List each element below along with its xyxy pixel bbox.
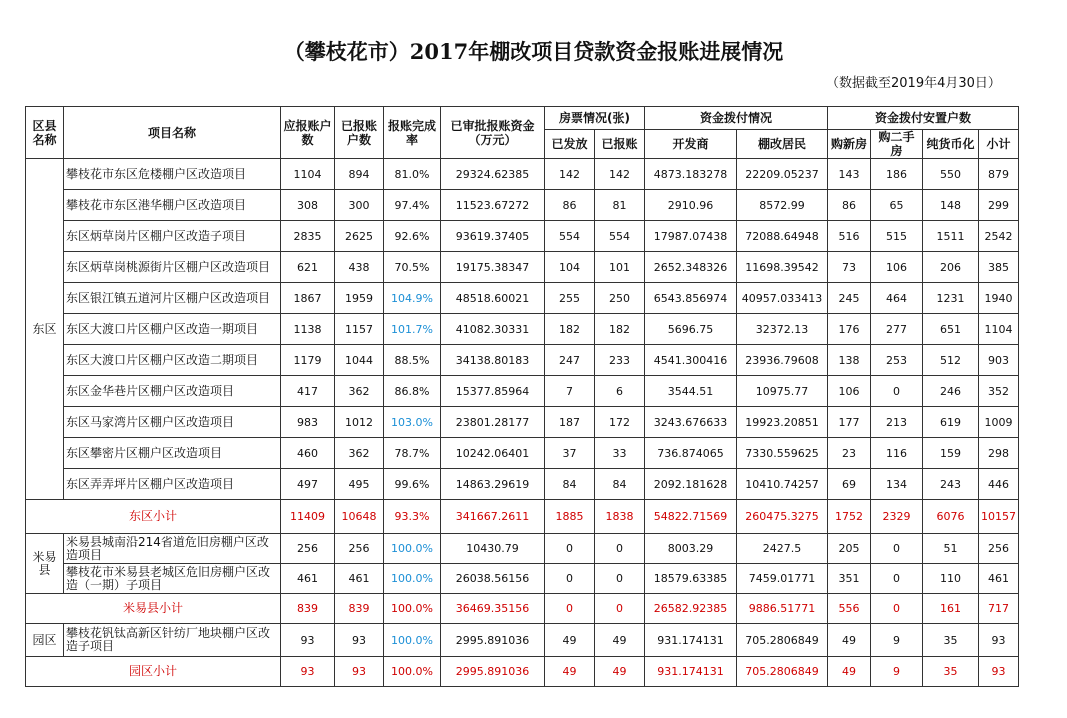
household-subtotal: 461 — [979, 564, 1019, 594]
household-subtotal: 256 — [979, 534, 1019, 564]
subtotal-label: 东区小计 — [26, 500, 281, 534]
due-count: 1104 — [281, 159, 335, 190]
resident-funds: 705.2806849 — [737, 657, 828, 687]
household-subtotal: 385 — [979, 252, 1019, 283]
tickets-reimbursed: 81 — [595, 190, 645, 221]
second-hand-count: 9 — [871, 657, 923, 687]
household-subtotal: 352 — [979, 376, 1019, 407]
household-subtotal: 10157 — [979, 500, 1019, 534]
resident-funds: 7459.01771 — [737, 564, 828, 594]
tickets-reimbursed: 0 — [595, 564, 645, 594]
completion-rate: 88.5% — [384, 345, 441, 376]
household-subtotal: 93 — [979, 657, 1019, 687]
header-tickets: 房票情况(张) — [545, 107, 645, 130]
completion-rate: 92.6% — [384, 221, 441, 252]
tickets-issued: 1885 — [545, 500, 595, 534]
done-count: 300 — [335, 190, 384, 221]
approved-funds: 26038.56156 — [441, 564, 545, 594]
new-house-count: 23 — [828, 438, 871, 469]
done-count: 93 — [335, 657, 384, 687]
table-row — [26, 283, 1019, 314]
household-subtotal: 446 — [979, 469, 1019, 500]
completion-rate: 78.7% — [384, 438, 441, 469]
monetized-count: 148 — [923, 190, 979, 221]
resident-funds: 22209.05237 — [737, 159, 828, 190]
second-hand-count: 515 — [871, 221, 923, 252]
new-house-count: 245 — [828, 283, 871, 314]
project-name: 攀枝花钒钛高新区针纺厂地块棚户区改造子项目 — [64, 624, 281, 657]
project-name: 东区金华巷片区棚户区改造项目 — [64, 376, 281, 407]
header-region: 区县名称 — [26, 107, 64, 159]
developer-funds: 2652.348326 — [645, 252, 737, 283]
second-hand-count: 277 — [871, 314, 923, 345]
approved-funds: 29324.62385 — [441, 159, 545, 190]
done-count: 1044 — [335, 345, 384, 376]
household-subtotal: 1104 — [979, 314, 1019, 345]
done-count: 362 — [335, 376, 384, 407]
new-house-count: 143 — [828, 159, 871, 190]
done-count: 93 — [335, 624, 384, 657]
table-row — [26, 376, 1019, 407]
tickets-issued: 49 — [545, 624, 595, 657]
done-count: 362 — [335, 438, 384, 469]
resident-funds: 7330.559625 — [737, 438, 828, 469]
tickets-issued: 49 — [545, 657, 595, 687]
tickets-reimbursed: 84 — [595, 469, 645, 500]
header-subtotal: 小计 — [979, 130, 1019, 159]
resident-funds: 260475.3275 — [737, 500, 828, 534]
second-hand-count: 253 — [871, 345, 923, 376]
table-row — [26, 564, 1019, 594]
tickets-reimbursed: 49 — [595, 657, 645, 687]
new-house-count: 176 — [828, 314, 871, 345]
table-row — [26, 407, 1019, 438]
tickets-issued: 37 — [545, 438, 595, 469]
tickets-reimbursed: 1838 — [595, 500, 645, 534]
due-count: 497 — [281, 469, 335, 500]
second-hand-count: 0 — [871, 594, 923, 624]
tickets-reimbursed: 0 — [595, 534, 645, 564]
done-count: 438 — [335, 252, 384, 283]
developer-funds: 931.174131 — [645, 657, 737, 687]
resident-funds: 72088.64948 — [737, 221, 828, 252]
new-house-count: 177 — [828, 407, 871, 438]
monetized-count: 512 — [923, 345, 979, 376]
project-name: 东区弄弄坪片区棚户区改造项目 — [64, 469, 281, 500]
tickets-reimbursed: 250 — [595, 283, 645, 314]
due-count: 308 — [281, 190, 335, 221]
second-hand-count: 464 — [871, 283, 923, 314]
header-project: 项目名称 — [64, 107, 281, 159]
approved-funds: 36469.35156 — [441, 594, 545, 624]
completion-rate: 100.0% — [384, 534, 441, 564]
completion-rate: 97.4% — [384, 190, 441, 221]
second-hand-count: 116 — [871, 438, 923, 469]
new-house-count: 49 — [828, 624, 871, 657]
header-issued: 已发放 — [545, 130, 595, 159]
developer-funds: 736.874065 — [645, 438, 737, 469]
new-house-count: 351 — [828, 564, 871, 594]
due-count: 983 — [281, 407, 335, 438]
resident-funds: 32372.13 — [737, 314, 828, 345]
monetized-count: 51 — [923, 534, 979, 564]
due-count: 1867 — [281, 283, 335, 314]
table-row — [26, 221, 1019, 252]
developer-funds: 54822.71569 — [645, 500, 737, 534]
region-cell: 东区 — [26, 159, 64, 500]
table-row — [26, 252, 1019, 283]
resident-funds: 705.2806849 — [737, 624, 828, 657]
page-title: （攀枝花市）2017年棚改项目贷款资金报账进展情况 — [283, 39, 784, 64]
header-households: 资金拨付安置户数 — [828, 107, 1019, 130]
new-house-count: 556 — [828, 594, 871, 624]
resident-funds: 2427.5 — [737, 534, 828, 564]
done-count: 10648 — [335, 500, 384, 534]
tickets-issued: 247 — [545, 345, 595, 376]
completion-rate: 100.0% — [384, 564, 441, 594]
project-name: 米易县城南沿214省道危旧房棚户区改造项目 — [64, 534, 281, 564]
done-count: 495 — [335, 469, 384, 500]
second-hand-count: 0 — [871, 534, 923, 564]
table-row — [26, 438, 1019, 469]
header-due: 应报账户数 — [281, 107, 335, 159]
developer-funds: 3243.676633 — [645, 407, 737, 438]
second-hand-count: 9 — [871, 624, 923, 657]
approved-funds: 34138.80183 — [441, 345, 545, 376]
monetized-count: 243 — [923, 469, 979, 500]
new-house-count: 516 — [828, 221, 871, 252]
new-house-count: 73 — [828, 252, 871, 283]
developer-funds: 5696.75 — [645, 314, 737, 345]
tickets-issued: 187 — [545, 407, 595, 438]
monetized-count: 246 — [923, 376, 979, 407]
tickets-issued: 0 — [545, 564, 595, 594]
tickets-issued: 84 — [545, 469, 595, 500]
project-name: 东区马家湾片区棚户区改造项目 — [64, 407, 281, 438]
completion-rate: 70.5% — [384, 252, 441, 283]
second-hand-count: 106 — [871, 252, 923, 283]
monetized-count: 159 — [923, 438, 979, 469]
monetized-count: 550 — [923, 159, 979, 190]
due-count: 93 — [281, 624, 335, 657]
report-table — [25, 106, 1019, 687]
header-reimbursed: 已报账 — [595, 130, 645, 159]
developer-funds: 4873.183278 — [645, 159, 737, 190]
second-hand-count: 2329 — [871, 500, 923, 534]
done-count: 839 — [335, 594, 384, 624]
monetized-count: 35 — [923, 657, 979, 687]
household-subtotal: 299 — [979, 190, 1019, 221]
data-as-of-date: （数据截至2019年4月30日） — [826, 76, 1001, 91]
second-hand-count: 186 — [871, 159, 923, 190]
resident-funds: 10975.77 — [737, 376, 828, 407]
table-row — [26, 624, 1019, 657]
header-new-house: 购新房 — [828, 130, 871, 159]
table-row — [26, 534, 1019, 564]
due-count: 839 — [281, 594, 335, 624]
resident-funds: 10410.74257 — [737, 469, 828, 500]
tickets-reimbursed: 142 — [595, 159, 645, 190]
subtotal-row — [26, 500, 1019, 534]
header-second-hand: 购二手房 — [871, 130, 923, 159]
completion-rate: 104.9% — [384, 283, 441, 314]
tickets-issued: 554 — [545, 221, 595, 252]
approved-funds: 10242.06401 — [441, 438, 545, 469]
approved-funds: 2995.891036 — [441, 657, 545, 687]
header-rate: 报账完成率 — [384, 107, 441, 159]
second-hand-count: 134 — [871, 469, 923, 500]
tickets-issued: 104 — [545, 252, 595, 283]
table-row — [26, 469, 1019, 500]
due-count: 11409 — [281, 500, 335, 534]
due-count: 460 — [281, 438, 335, 469]
done-count: 894 — [335, 159, 384, 190]
new-house-count: 1752 — [828, 500, 871, 534]
monetized-count: 651 — [923, 314, 979, 345]
project-name: 攀枝花市米易县老城区危旧房棚户区改造（一期）子项目 — [64, 564, 281, 594]
tickets-reimbursed: 49 — [595, 624, 645, 657]
tickets-issued: 182 — [545, 314, 595, 345]
done-count: 461 — [335, 564, 384, 594]
household-subtotal: 93 — [979, 624, 1019, 657]
tickets-issued: 86 — [545, 190, 595, 221]
household-subtotal: 717 — [979, 594, 1019, 624]
done-count: 256 — [335, 534, 384, 564]
due-count: 1179 — [281, 345, 335, 376]
approved-funds: 15377.85964 — [441, 376, 545, 407]
completion-rate: 100.0% — [384, 657, 441, 687]
due-count: 2835 — [281, 221, 335, 252]
project-name: 东区炳草岗片区棚户区改造子项目 — [64, 221, 281, 252]
subtotal-row — [26, 657, 1019, 687]
done-count: 1959 — [335, 283, 384, 314]
completion-rate: 101.7% — [384, 314, 441, 345]
monetized-count: 1511 — [923, 221, 979, 252]
new-house-count: 205 — [828, 534, 871, 564]
monetized-count: 110 — [923, 564, 979, 594]
approved-funds: 2995.891036 — [441, 624, 545, 657]
table-row — [26, 345, 1019, 376]
table-row — [26, 314, 1019, 345]
tickets-issued: 142 — [545, 159, 595, 190]
due-count: 93 — [281, 657, 335, 687]
project-name: 东区大渡口片区棚户区改造二期项目 — [64, 345, 281, 376]
developer-funds: 26582.92385 — [645, 594, 737, 624]
monetized-count: 619 — [923, 407, 979, 438]
header-residents: 棚改居民 — [737, 130, 828, 159]
resident-funds: 9886.51771 — [737, 594, 828, 624]
tickets-reimbursed: 101 — [595, 252, 645, 283]
new-house-count: 138 — [828, 345, 871, 376]
tickets-issued: 7 — [545, 376, 595, 407]
household-subtotal: 903 — [979, 345, 1019, 376]
developer-funds: 3544.51 — [645, 376, 737, 407]
project-name: 东区大渡口片区棚户区改造一期项目 — [64, 314, 281, 345]
tickets-issued: 0 — [545, 594, 595, 624]
second-hand-count: 65 — [871, 190, 923, 221]
tickets-reimbursed: 233 — [595, 345, 645, 376]
resident-funds: 8572.99 — [737, 190, 828, 221]
completion-rate: 99.6% — [384, 469, 441, 500]
header-monetized: 纯货币化 — [923, 130, 979, 159]
resident-funds: 19923.20851 — [737, 407, 828, 438]
completion-rate: 100.0% — [384, 594, 441, 624]
project-name: 攀枝花市东区危楼棚户区改造项目 — [64, 159, 281, 190]
header-done: 已报账户数 — [335, 107, 384, 159]
region-cell: 园区 — [26, 624, 64, 657]
due-count: 256 — [281, 534, 335, 564]
monetized-count: 6076 — [923, 500, 979, 534]
second-hand-count: 0 — [871, 564, 923, 594]
project-name: 攀枝花市东区港华棚户区改造项目 — [64, 190, 281, 221]
second-hand-count: 213 — [871, 407, 923, 438]
due-count: 621 — [281, 252, 335, 283]
household-subtotal: 1009 — [979, 407, 1019, 438]
done-count: 2625 — [335, 221, 384, 252]
tickets-reimbursed: 0 — [595, 594, 645, 624]
subtotal-label: 园区小计 — [26, 657, 281, 687]
table-row — [26, 159, 1019, 190]
second-hand-count: 0 — [871, 376, 923, 407]
completion-rate: 81.0% — [384, 159, 441, 190]
developer-funds: 8003.29 — [645, 534, 737, 564]
approved-funds: 341667.2611 — [441, 500, 545, 534]
tickets-reimbursed: 554 — [595, 221, 645, 252]
household-subtotal: 1940 — [979, 283, 1019, 314]
completion-rate: 103.0% — [384, 407, 441, 438]
new-house-count: 106 — [828, 376, 871, 407]
developer-funds: 4541.300416 — [645, 345, 737, 376]
header-approved: 已审批报账资金（万元） — [441, 107, 545, 159]
done-count: 1012 — [335, 407, 384, 438]
tickets-reimbursed: 33 — [595, 438, 645, 469]
subtotal-row — [26, 594, 1019, 624]
monetized-count: 206 — [923, 252, 979, 283]
region-cell: 米易县 — [26, 534, 64, 594]
resident-funds: 40957.033413 — [737, 283, 828, 314]
completion-rate: 86.8% — [384, 376, 441, 407]
project-name: 东区银江镇五道河片区棚户区改造项目 — [64, 283, 281, 314]
monetized-count: 161 — [923, 594, 979, 624]
tickets-issued: 0 — [545, 534, 595, 564]
approved-funds: 10430.79 — [441, 534, 545, 564]
developer-funds: 18579.63385 — [645, 564, 737, 594]
approved-funds: 41082.30331 — [441, 314, 545, 345]
new-house-count: 86 — [828, 190, 871, 221]
approved-funds: 14863.29619 — [441, 469, 545, 500]
new-house-count: 49 — [828, 657, 871, 687]
due-count: 1138 — [281, 314, 335, 345]
monetized-count: 35 — [923, 624, 979, 657]
monetized-count: 1231 — [923, 283, 979, 314]
developer-funds: 2910.96 — [645, 190, 737, 221]
new-house-count: 69 — [828, 469, 871, 500]
due-count: 417 — [281, 376, 335, 407]
developer-funds: 17987.07438 — [645, 221, 737, 252]
tickets-issued: 255 — [545, 283, 595, 314]
subtotal-label: 米易县小计 — [26, 594, 281, 624]
tickets-reimbursed: 172 — [595, 407, 645, 438]
completion-rate: 100.0% — [384, 624, 441, 657]
project-name: 东区攀密片区棚户区改造项目 — [64, 438, 281, 469]
approved-funds: 19175.38347 — [441, 252, 545, 283]
done-count: 1157 — [335, 314, 384, 345]
project-name: 东区炳草岗桃源街片区棚户区改造项目 — [64, 252, 281, 283]
tickets-reimbursed: 182 — [595, 314, 645, 345]
resident-funds: 23936.79608 — [737, 345, 828, 376]
household-subtotal: 298 — [979, 438, 1019, 469]
header-funds: 资金拨付情况 — [645, 107, 828, 130]
table-row — [26, 190, 1019, 221]
resident-funds: 11698.39542 — [737, 252, 828, 283]
due-count: 461 — [281, 564, 335, 594]
approved-funds: 48518.60021 — [441, 283, 545, 314]
developer-funds: 931.174131 — [645, 624, 737, 657]
developer-funds: 2092.181628 — [645, 469, 737, 500]
approved-funds: 93619.37405 — [441, 221, 545, 252]
tickets-reimbursed: 6 — [595, 376, 645, 407]
developer-funds: 6543.856974 — [645, 283, 737, 314]
completion-rate: 93.3% — [384, 500, 441, 534]
header-developer: 开发商 — [645, 130, 737, 159]
household-subtotal: 2542 — [979, 221, 1019, 252]
approved-funds: 23801.28177 — [441, 407, 545, 438]
household-subtotal: 879 — [979, 159, 1019, 190]
approved-funds: 11523.67272 — [441, 190, 545, 221]
